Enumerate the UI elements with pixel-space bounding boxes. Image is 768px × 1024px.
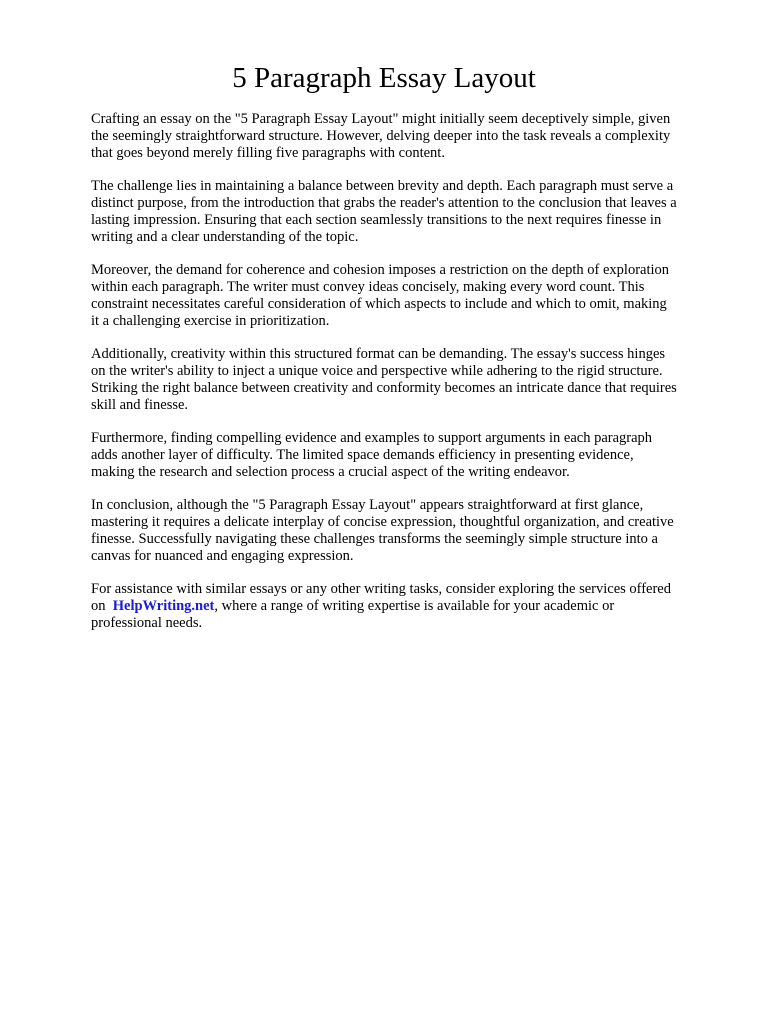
text-line: Crafting an essay on the "5 Paragraph Essay Layout" might initially seem deceptively simple, given: [91, 111, 671, 127]
page-title: 5 Paragraph Essay Layout: [232, 62, 536, 94]
text-line: Moreover, the demand for coherence and cohesion imposes a restriction on the depth of exploration: [91, 261, 670, 278]
text-line: distinct purpose, from the introduction that grabs the reader's attention to the conclusion that leaves a: [91, 194, 677, 211]
text-line: The challenge lies in maintaining a balance between brevity and depth. Each paragraph must serve a: [91, 177, 674, 194]
text-line: the seemingly straightforward structure. However, delving deeper into the task reveals a complexity: [91, 128, 671, 145]
text-line: within each paragraph. The writer must convey ideas concisely, making every word count. This: [91, 278, 645, 295]
text-line: In conclusion, although the "5 Paragraph Essay Layout" appears straightforward at first glance,: [91, 496, 644, 513]
paragraph-2: [91, 178, 721, 246]
paragraph-6: [91, 497, 721, 565]
text-line: For assistance with similar essays or any other writing tasks, consider exploring the services offered: [91, 580, 671, 597]
text-line: lasting impression. Ensuring that each section seamlessly transitions to the next requires finesse in: [91, 212, 662, 229]
text-line: canvas for nuanced and engaging expression.: [91, 547, 354, 564]
text-line: it a challenging exercise in prioritization.: [91, 313, 330, 330]
text-line: making the research and selection process a crucial aspect of the writing endeavor.: [91, 463, 570, 480]
link-prefix: on: [91, 597, 106, 614]
paragraph-5: [91, 430, 721, 481]
text-line-with-link: [91, 598, 721, 615]
text-line: constraint necessitates careful consideration of which aspects to include and which to omit, making: [91, 296, 667, 313]
paragraph-4: [91, 346, 721, 414]
text-line: professional needs.: [91, 614, 203, 631]
text-line: adds another layer of difficulty. The limited space demands efficiency in presenting evidence,: [91, 446, 634, 463]
text-line: on the writer's ability to inject a unique voice and perspective while adhering to the rigid structure.: [91, 362, 663, 379]
text-line: finesse. Successfully navigating these challenges transforms the seemingly simple structure into a: [91, 530, 658, 547]
text-line: Striking the right balance between creativity and conformity becomes an intricate dance that requires: [91, 380, 677, 396]
document-body: [91, 111, 721, 648]
helpwriting-link[interactable]: HelpWriting.net: [112, 597, 215, 614]
text-line: mastering it requires a delicate interplay of concise expression, thoughtful organization, and creative: [91, 513, 674, 530]
text-line: Furthermore, finding compelling evidence and examples to support arguments in each paragraph: [91, 429, 653, 446]
link-suffix: , where a range of writing expertise is available for your academic or: [214, 597, 615, 614]
text-line: that goes beyond merely filling five paragraphs with content.: [91, 145, 445, 162]
paragraph-1: [91, 111, 721, 162]
paragraph-3: [91, 262, 721, 330]
text-line: writing and a clear understanding of the topic.: [91, 229, 359, 246]
text-line: skill and finesse.: [91, 397, 189, 414]
text-line: Additionally, creativity within this structured format can be demanding. The essay's success hinges: [91, 345, 666, 362]
closing-paragraph: [91, 581, 721, 632]
